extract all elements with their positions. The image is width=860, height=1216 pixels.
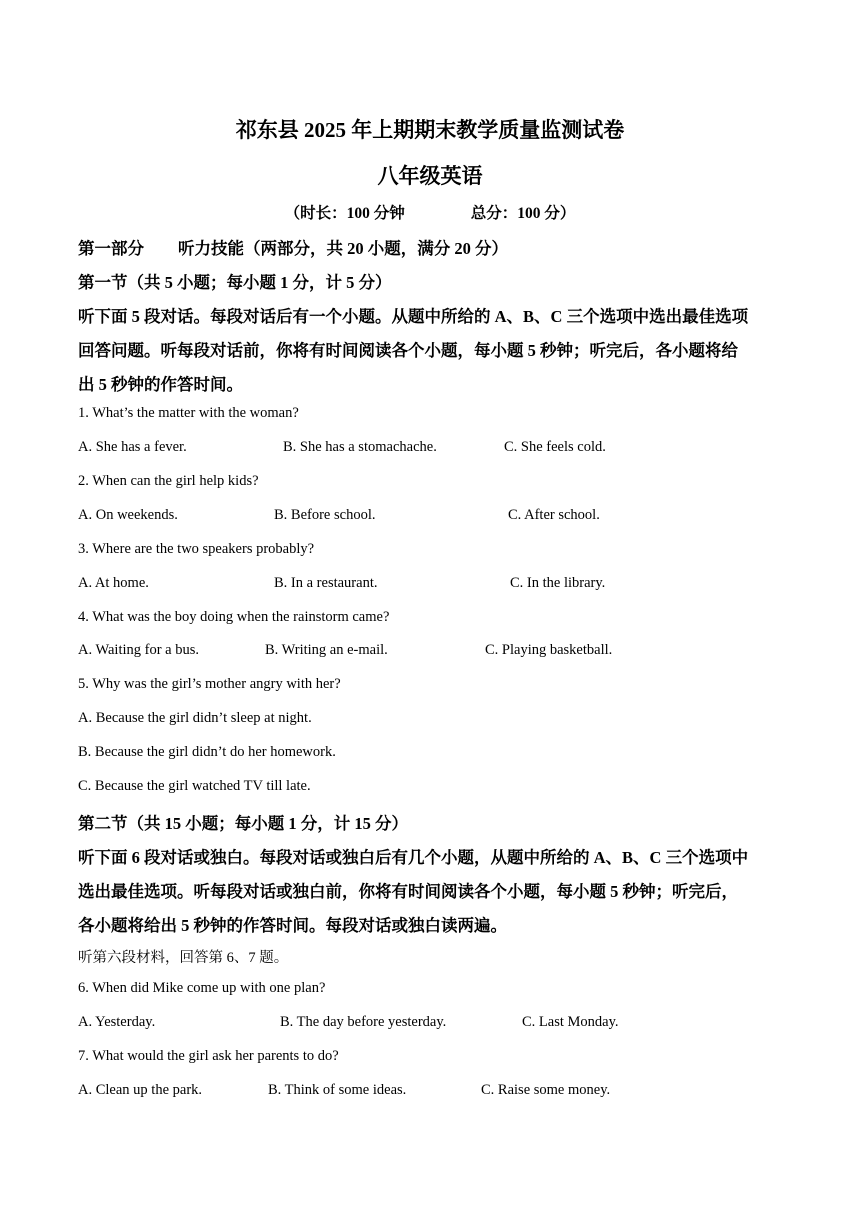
question-1-stem: 1. What’s the matter with the woman? (78, 405, 299, 421)
question-6-option-c: C. Last Monday. (522, 1014, 619, 1030)
question-3-option-c: C. In the library. (510, 575, 606, 591)
question-5-stem: 5. Why was the girl’s mother angry with her? (78, 676, 341, 692)
exam-duration: （时长：100 分钟 (284, 205, 405, 222)
question-4-stem: 4. What was the boy doing when the rainstorm came? (78, 609, 390, 625)
section2-instruction-line: 听下面 6 段对话或独白。每段对话或独白后有几个小题，从题中所给的 A、B、C 三个选项中 (78, 848, 749, 867)
section1-instruction-line: 回答问题。听每段对话前，你将有时间阅读各个小题，每小题 5 秒钟；听完后，各小题将给 (78, 341, 738, 360)
exam-total-score: 总分：100 分） (470, 205, 576, 222)
question-7-option-a: A. Clean up the park. (78, 1082, 203, 1098)
section2-heading: 第二节（共 15 小题；每小题 1 分，计 15 分） (78, 814, 408, 833)
section2-instruction-line: 各小题将给出 5 秒钟的作答时间。每段对话或独白读两遍。 (78, 916, 507, 935)
section2-instruction-line: 选出最佳选项。听每段对话或独白前，你将有时间阅读各个小题，每小题 5 秒钟；听完后， (78, 882, 738, 901)
question-7-option-c: C. Raise some money. (481, 1082, 611, 1098)
question-3-option-a: A. At home. (78, 575, 149, 591)
section1-instruction-line: 听下面 5 段对话。每段对话后有一个小题。从题中所给的 A、B、C 三个选项中选出最佳选项 (78, 307, 749, 326)
question-4-option-b: B. Writing an e-mail. (265, 642, 388, 658)
question-6-option-a: A. Yesterday. (78, 1014, 156, 1030)
question-4-option-c: C. Playing basketball. (485, 642, 613, 658)
question-3-stem: 3. Where are the two speakers probably? (78, 541, 315, 557)
section1-heading: 第一节（共 5 小题；每小题 1 分，计 5 分） (78, 273, 392, 292)
question-2-option-c: C. After school. (508, 507, 600, 523)
question-6-stem: 6. When did Mike come up with one plan? (78, 980, 326, 996)
question-6-option-b: B. The day before yesterday. (280, 1014, 447, 1030)
part1-title: 听力技能（两部分，共 20 小题，满分 20 分） (178, 239, 508, 258)
question-4-option-a: A. Waiting for a bus. (78, 642, 199, 658)
question-2-option-a: A. On weekends. (78, 507, 178, 523)
exam-title: 祁东县 2025 年上期期末教学质量监测试卷 (235, 118, 625, 142)
exam-meta (0, 201, 860, 223)
question-5-option-c: C. Because the girl watched TV till late. (78, 778, 311, 794)
question-5-option-b: B. Because the girl didn’t do her homework. (78, 744, 336, 760)
question-3-option-b: B. In a restaurant. (274, 575, 378, 591)
question-7-option-b: B. Think of some ideas. (268, 1082, 407, 1098)
question-1-option-a: A. She has a fever. (78, 439, 187, 455)
material-note: 听第六段材料，回答第 6、7 题。 (78, 950, 289, 966)
question-7-stem: 7. What would the girl ask her parents to do? (78, 1048, 339, 1064)
question-2-stem: 2. When can the girl help kids? (78, 473, 259, 489)
question-1-option-c: C. She feels cold. (504, 439, 606, 455)
section1-instruction-line: 出 5 秒钟的作答时间。 (78, 375, 243, 394)
question-1-option-b: B. She has a stomachache. (283, 439, 437, 455)
question-2-option-b: B. Before school. (274, 507, 376, 523)
part1-label: 第一部分 (78, 239, 144, 258)
question-5-option-a: A. Because the girl didn’t sleep at night. (78, 710, 312, 726)
exam-subtitle: 八年级英语 (377, 164, 483, 188)
part1-heading (78, 235, 508, 259)
